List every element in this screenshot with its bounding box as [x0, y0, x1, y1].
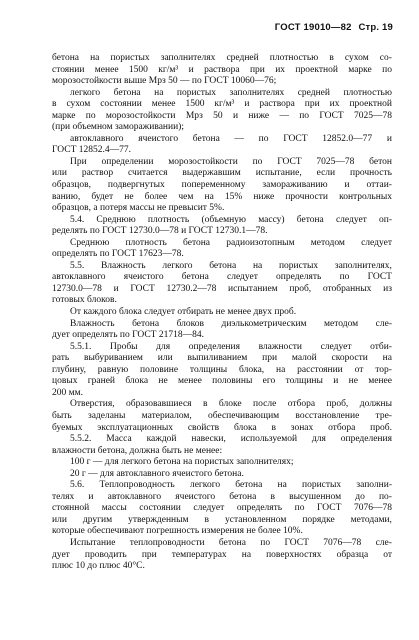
word: марке — [52, 110, 76, 121]
word: на — [154, 87, 164, 98]
word: раствор — [81, 168, 114, 179]
word: рать — [52, 353, 70, 364]
word: половины — [212, 376, 253, 387]
word: на — [252, 260, 263, 271]
text-line — [52, 111, 392, 123]
word: следует — [335, 214, 367, 225]
word: 5.6. — [70, 480, 85, 491]
word: быть — [52, 410, 72, 421]
word: по — [299, 110, 310, 121]
word: 50 — [213, 110, 223, 121]
word: телях — [52, 491, 75, 502]
word: — — [234, 133, 244, 144]
word: температурах — [171, 549, 227, 560]
word: методом — [324, 318, 359, 329]
word: плотность — [125, 237, 167, 248]
word: Влажность — [100, 260, 146, 271]
word: цовых — [52, 376, 78, 387]
word: 1500 — [128, 64, 148, 75]
word: 7025—78 — [354, 110, 392, 121]
text-line — [52, 365, 392, 377]
word: Среднюю — [96, 214, 136, 225]
word: кг/м³ — [158, 64, 179, 75]
word: следует — [226, 272, 258, 283]
word: ГОСТ — [284, 537, 309, 548]
text-line — [52, 261, 392, 273]
word: состоянии — [139, 503, 181, 514]
word: сухом — [66, 99, 91, 110]
word: блоков — [176, 318, 205, 329]
word: средней — [226, 53, 259, 63]
word: следует — [361, 237, 392, 248]
word: оп- — [379, 214, 392, 225]
word: легкого — [70, 87, 101, 98]
word: 7025—78 — [316, 156, 355, 167]
word: проектной — [295, 64, 338, 75]
word: проектной — [349, 99, 392, 110]
word: испытание, — [255, 168, 302, 179]
word: методами, — [350, 514, 392, 525]
word: 5.5.1. — [70, 341, 92, 352]
word: и — [88, 491, 94, 502]
word: (объемную — [201, 214, 247, 225]
text-line — [52, 272, 392, 284]
word: и — [188, 64, 194, 75]
word: в — [202, 399, 208, 410]
word: Влажность — [70, 318, 115, 329]
word: на — [277, 480, 287, 491]
text-line — [52, 168, 392, 180]
text-line — [52, 538, 392, 550]
word: пористых — [278, 260, 319, 271]
word: выпиливанием — [187, 353, 248, 364]
word: кг/м³ — [214, 99, 235, 110]
word: радиоизотопным — [226, 237, 295, 248]
text-line: ГОСТ 12852.4—77. — [52, 145, 131, 156]
word: менее — [368, 376, 392, 387]
word: плотностью — [269, 53, 319, 63]
text-line: дует определять по ГОСТ 21718—84. — [52, 330, 204, 341]
word: блока — [125, 376, 149, 387]
word: заполни- — [356, 480, 392, 491]
word: бетона — [132, 318, 160, 329]
word: порядке — [302, 514, 335, 525]
word: используемой — [240, 434, 298, 445]
word: заполнителях — [160, 53, 216, 63]
word: расстоянии — [297, 364, 343, 375]
word: теплопроводности — [129, 537, 205, 548]
word: зонах — [290, 422, 314, 433]
word: блока — [233, 422, 257, 433]
text-line — [52, 99, 392, 111]
word: ГОСТ — [283, 133, 308, 144]
word: сле- — [375, 318, 392, 329]
word: на — [276, 364, 286, 375]
word: бетон — [369, 156, 392, 167]
word: со- — [379, 53, 392, 63]
word: проб, — [326, 399, 349, 410]
word: при — [141, 549, 157, 560]
word: при — [304, 99, 320, 110]
word: Мрз — [185, 110, 203, 121]
word: определять — [276, 272, 322, 283]
text-line — [52, 157, 392, 169]
page-header — [275, 22, 393, 33]
word: попеременному — [181, 180, 246, 191]
word: и — [344, 180, 350, 191]
word: плотностью — [343, 87, 392, 98]
text-line — [52, 238, 392, 250]
word: от — [354, 364, 364, 375]
word: Среднюю — [70, 237, 110, 248]
word: испытанием — [228, 283, 278, 294]
word: 7076—78 — [353, 503, 392, 514]
word: по- — [378, 491, 392, 502]
word: от — [383, 549, 392, 560]
word: граней — [87, 376, 116, 387]
word: менее — [94, 64, 119, 75]
word: определения — [188, 341, 240, 352]
word: бетона — [235, 480, 263, 491]
word: влажности — [258, 341, 302, 352]
text-line — [52, 65, 392, 77]
word: свойств — [187, 422, 220, 433]
word: выбуриванием — [84, 353, 143, 364]
word: отобранных — [322, 283, 372, 294]
word: следует — [320, 341, 352, 352]
word: по — [339, 272, 350, 283]
word: другим — [82, 514, 113, 525]
word: блоке — [218, 399, 242, 410]
word: средней — [297, 87, 330, 98]
text-line: готовых блоков. — [52, 295, 117, 306]
word: в — [329, 53, 334, 63]
word: тор- — [375, 364, 392, 375]
word: по — [258, 133, 269, 144]
text-line: морозостойкости выше Мрз 50 — по ГОСТ 10060—76; — [52, 76, 277, 87]
word: определении — [101, 156, 154, 167]
word: следует — [193, 503, 225, 514]
word: образовавшиеся — [126, 399, 192, 410]
word: подвергнутых — [107, 180, 165, 191]
word: из — [383, 283, 392, 294]
word: диэлькометрическим — [221, 318, 307, 329]
word: высушенном — [289, 491, 342, 502]
word: глубину, — [52, 364, 86, 375]
word: на — [204, 191, 214, 202]
text-line: 200 мм. — [52, 387, 84, 398]
page-number: Стр. 19 — [358, 22, 393, 33]
word: в — [52, 99, 57, 110]
text-line — [52, 423, 392, 435]
word: на — [382, 353, 392, 364]
word: ГОСТ — [130, 283, 155, 294]
word: для — [156, 341, 171, 352]
word: заделаны — [87, 410, 126, 421]
word: его — [262, 376, 276, 387]
word: легкого — [162, 260, 193, 271]
text-line: влажности бетона, должна быть не менее: — [52, 445, 223, 456]
word: менее — [151, 99, 176, 110]
word: марке — [348, 64, 372, 75]
text-line: ределять по ГОСТ 12730.0—78 и ГОСТ 12730.1—78. — [52, 226, 268, 237]
word: Испытание — [70, 537, 116, 548]
word: раствора — [259, 99, 295, 110]
word: их — [329, 99, 340, 110]
word: 12730.0—78 — [52, 283, 102, 294]
word: навески, — [191, 434, 226, 445]
text-line — [52, 492, 392, 504]
word: выдержавшим — [182, 168, 241, 179]
word: в — [271, 422, 276, 433]
word: определения — [340, 434, 392, 445]
word: 5.5.2. — [70, 434, 92, 445]
word: ниже — [248, 110, 270, 121]
word: ячеистого — [123, 272, 164, 283]
word: толщины — [189, 364, 228, 375]
word: не — [124, 191, 134, 202]
word: установленном — [224, 514, 287, 525]
word: по — [85, 110, 96, 121]
word: по — [260, 537, 271, 548]
word: будет — [91, 191, 114, 202]
word: на — [90, 53, 100, 63]
word: заполнителях, — [334, 260, 392, 271]
word: методом — [310, 237, 345, 248]
word: или — [157, 353, 173, 364]
word: стоянной — [52, 503, 90, 514]
word: и — [244, 99, 250, 110]
word: по — [294, 503, 305, 514]
word: 12852.0—77 — [322, 133, 373, 144]
text-line — [52, 434, 392, 446]
word: и — [232, 110, 239, 121]
word: для — [311, 434, 326, 445]
word: при — [262, 353, 278, 364]
word: и — [113, 283, 119, 294]
text-line — [52, 319, 392, 331]
word: пористых — [176, 87, 217, 98]
word: после — [253, 399, 277, 410]
word: бетона — [52, 53, 80, 63]
word: сле- — [375, 537, 392, 548]
word: 1500 — [185, 99, 205, 110]
word: бетона — [181, 272, 209, 283]
word: при — [249, 64, 265, 75]
text-line — [52, 503, 392, 515]
word: автоклавного — [107, 491, 162, 502]
word: стоянии — [52, 64, 85, 75]
word: пористых — [110, 53, 150, 63]
word: в — [204, 514, 210, 525]
text-line: 100 г — для легкого бетона на пористых заполнителях; — [70, 457, 294, 468]
text-line: 20 г — для автоклавного ячеистого бетона. — [70, 468, 244, 479]
text-line — [52, 192, 392, 204]
text-line: От каждого блока следует отбирать не менее двух проб. — [70, 307, 297, 318]
gost-number: ГОСТ 19010—82 — [274, 22, 352, 33]
word: тре- — [375, 410, 392, 421]
word: бетона — [218, 537, 246, 548]
word: буемых — [52, 422, 83, 433]
word: Теплопроводность — [99, 480, 175, 491]
word: образца — [336, 549, 369, 560]
word: контрольных — [339, 191, 392, 202]
word: или — [52, 514, 67, 525]
text-line — [52, 376, 392, 388]
word: блока, — [239, 364, 265, 375]
word: 7076—78 — [323, 537, 362, 548]
word: сухом — [344, 53, 369, 63]
word: морозостойкости — [168, 156, 238, 167]
word: ГОСТ — [367, 272, 392, 283]
text-line — [52, 411, 392, 423]
word: более — [144, 191, 168, 202]
text-line: (при объемном замораживании); — [52, 122, 184, 133]
word: проводить — [84, 549, 127, 560]
word: по — [382, 64, 392, 75]
word: Масса — [106, 434, 132, 445]
text-line — [52, 284, 392, 296]
text-line: которые обеспечивают погрешность измерения не более 10%. — [52, 526, 303, 537]
word: 15% — [224, 191, 243, 202]
word: ГОСТ — [277, 156, 302, 167]
word: до — [355, 491, 365, 502]
word: материалом, — [141, 410, 192, 421]
word: по — [252, 156, 263, 167]
word: массу) — [258, 214, 285, 225]
word: половине — [140, 364, 179, 375]
word: на — [241, 549, 252, 560]
text-line — [52, 342, 392, 354]
word: автоклавного — [70, 133, 124, 144]
word: ГОСТ — [317, 503, 342, 514]
text-line — [52, 215, 392, 227]
word: — — [279, 110, 289, 121]
word: бетона — [183, 237, 211, 248]
word: заполнителях — [229, 87, 285, 98]
text-line — [52, 53, 392, 65]
word: проб. — [370, 422, 392, 433]
word: бетона — [209, 260, 237, 271]
word: 5.5. — [70, 260, 85, 271]
word: определять — [236, 503, 283, 514]
word: восстановление — [295, 410, 360, 421]
word: 12730.2—78 — [166, 283, 217, 294]
word: чем — [178, 191, 194, 202]
word: и — [333, 376, 339, 387]
word: должны — [359, 399, 392, 410]
word: легкого — [189, 480, 221, 491]
word: образцов, — [52, 180, 91, 191]
word: в — [270, 491, 275, 502]
word: их — [275, 64, 286, 75]
text-line — [52, 88, 392, 100]
word: или — [52, 168, 67, 179]
word: замораживанию — [262, 180, 328, 191]
word: ванию, — [52, 191, 81, 202]
text-line — [52, 353, 392, 365]
word: поверхностях — [266, 549, 322, 560]
text-line: образцов, а потеря массы не превысит 5%. — [52, 203, 225, 214]
word: прочность — [350, 168, 392, 179]
word: скорости — [331, 353, 368, 364]
word: ГОСТ — [319, 110, 344, 121]
word: каждой — [146, 434, 177, 445]
word: бетона — [229, 491, 257, 502]
text-line — [52, 134, 392, 146]
text-line — [52, 515, 392, 527]
word: ячеистого — [138, 133, 179, 144]
text-line — [52, 480, 392, 492]
word: 5.4. — [70, 214, 85, 225]
word: и — [386, 133, 392, 144]
word: толщины — [285, 376, 323, 387]
word: дует — [52, 549, 70, 560]
word: проб, — [289, 283, 312, 294]
word: утвержденным — [128, 514, 189, 525]
text-line: плюс 10 до плюс 40°С. — [52, 561, 145, 572]
word: автоклавного — [52, 272, 106, 283]
word: считается — [128, 168, 168, 179]
word: раствора — [204, 64, 240, 75]
text-line: определять по ГОСТ 17623—78. — [52, 249, 184, 260]
word: Пробы — [109, 341, 138, 352]
word: состоянии — [100, 99, 142, 110]
word: малой — [291, 353, 317, 364]
word: оттаи- — [366, 180, 392, 191]
word: отби- — [370, 341, 392, 352]
word: бетона — [296, 214, 324, 225]
word: ниже — [253, 191, 275, 202]
body-text — [52, 53, 392, 573]
word: массы — [101, 503, 127, 514]
word: плотность — [147, 214, 190, 225]
word: отбора — [328, 422, 356, 433]
word: не — [158, 376, 168, 387]
word: если — [316, 168, 336, 179]
word: отбора — [287, 399, 316, 410]
word: Отверстия, — [70, 399, 115, 410]
word: морозостойкости — [105, 110, 176, 121]
text-line — [52, 550, 392, 562]
text-line — [52, 180, 392, 192]
word: прочности — [285, 191, 328, 202]
word: При — [70, 156, 87, 167]
word: ячеистого — [175, 491, 216, 502]
word: эксплуатационных — [97, 422, 174, 433]
word: пористых — [302, 480, 342, 491]
word: бетона — [192, 133, 220, 144]
word: не — [348, 376, 358, 387]
word: равную — [97, 364, 129, 375]
word: бетона — [113, 87, 141, 98]
word: обеспечивающим — [208, 410, 280, 421]
word: менее — [178, 376, 202, 387]
text-line — [52, 399, 392, 411]
